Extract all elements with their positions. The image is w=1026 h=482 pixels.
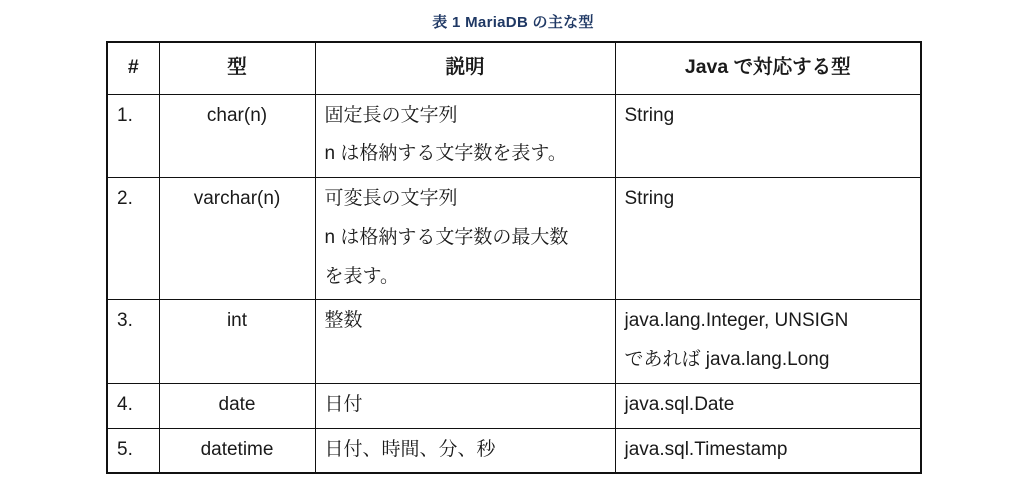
cell-number: 4.: [107, 383, 159, 428]
table-body: [107, 94, 921, 473]
cell-type: char(n): [159, 94, 315, 178]
cell-number: 2.: [107, 178, 159, 300]
java-type-line: java.lang.Integer, UNSIGN: [624, 310, 849, 332]
description-line: 日付: [324, 393, 363, 415]
java-type-line: であれば java.lang.Long: [624, 349, 830, 371]
description-line: n は格納する文字数を表す。: [324, 143, 567, 165]
cell-description: [315, 383, 615, 428]
java-type-line: String: [624, 104, 675, 126]
column-header-type: 型: [159, 42, 315, 94]
table-row: [107, 300, 921, 384]
cell-java-type: [615, 383, 921, 428]
description-line: n は格納する文字数の最大数: [324, 226, 569, 248]
column-header-description: 説明: [315, 42, 615, 94]
description-line: を表す。: [324, 265, 399, 287]
cell-java-type: [615, 178, 921, 300]
table-caption: 表 1 MariaDB の主な型: [432, 14, 594, 31]
column-header-java-type: Java で対応する型: [615, 42, 921, 94]
description-line: 整数: [324, 310, 363, 332]
cell-description: [315, 300, 615, 384]
cell-type: datetime: [159, 428, 315, 473]
table-header-row: [107, 42, 921, 94]
cell-number: 1.: [107, 94, 159, 178]
cell-type: date: [159, 383, 315, 428]
column-header-number: #: [107, 42, 159, 94]
cell-description: [315, 178, 615, 300]
table-row: [107, 178, 921, 300]
cell-number: 3.: [107, 300, 159, 384]
table-container: [0, 41, 1026, 474]
description-line: 可変長の文字列: [324, 188, 458, 210]
table-row: [107, 383, 921, 428]
cell-type: varchar(n): [159, 178, 315, 300]
table-header: [107, 42, 921, 94]
cell-type: int: [159, 300, 315, 384]
table-row: [107, 428, 921, 473]
mariadb-types-table: [106, 41, 922, 474]
cell-java-type: [615, 94, 921, 178]
cell-java-type: [615, 300, 921, 384]
cell-description: [315, 428, 615, 473]
cell-java-type: [615, 428, 921, 473]
cell-number: 5.: [107, 428, 159, 473]
java-type-line: java.sql.Timestamp: [624, 438, 788, 460]
java-type-line: java.sql.Date: [624, 393, 735, 415]
java-type-line: String: [624, 188, 675, 210]
description-line: 日付、時間、分、秒: [324, 438, 496, 460]
description-line: 固定長の文字列: [324, 104, 458, 126]
table-row: [107, 94, 921, 178]
cell-description: [315, 94, 615, 178]
